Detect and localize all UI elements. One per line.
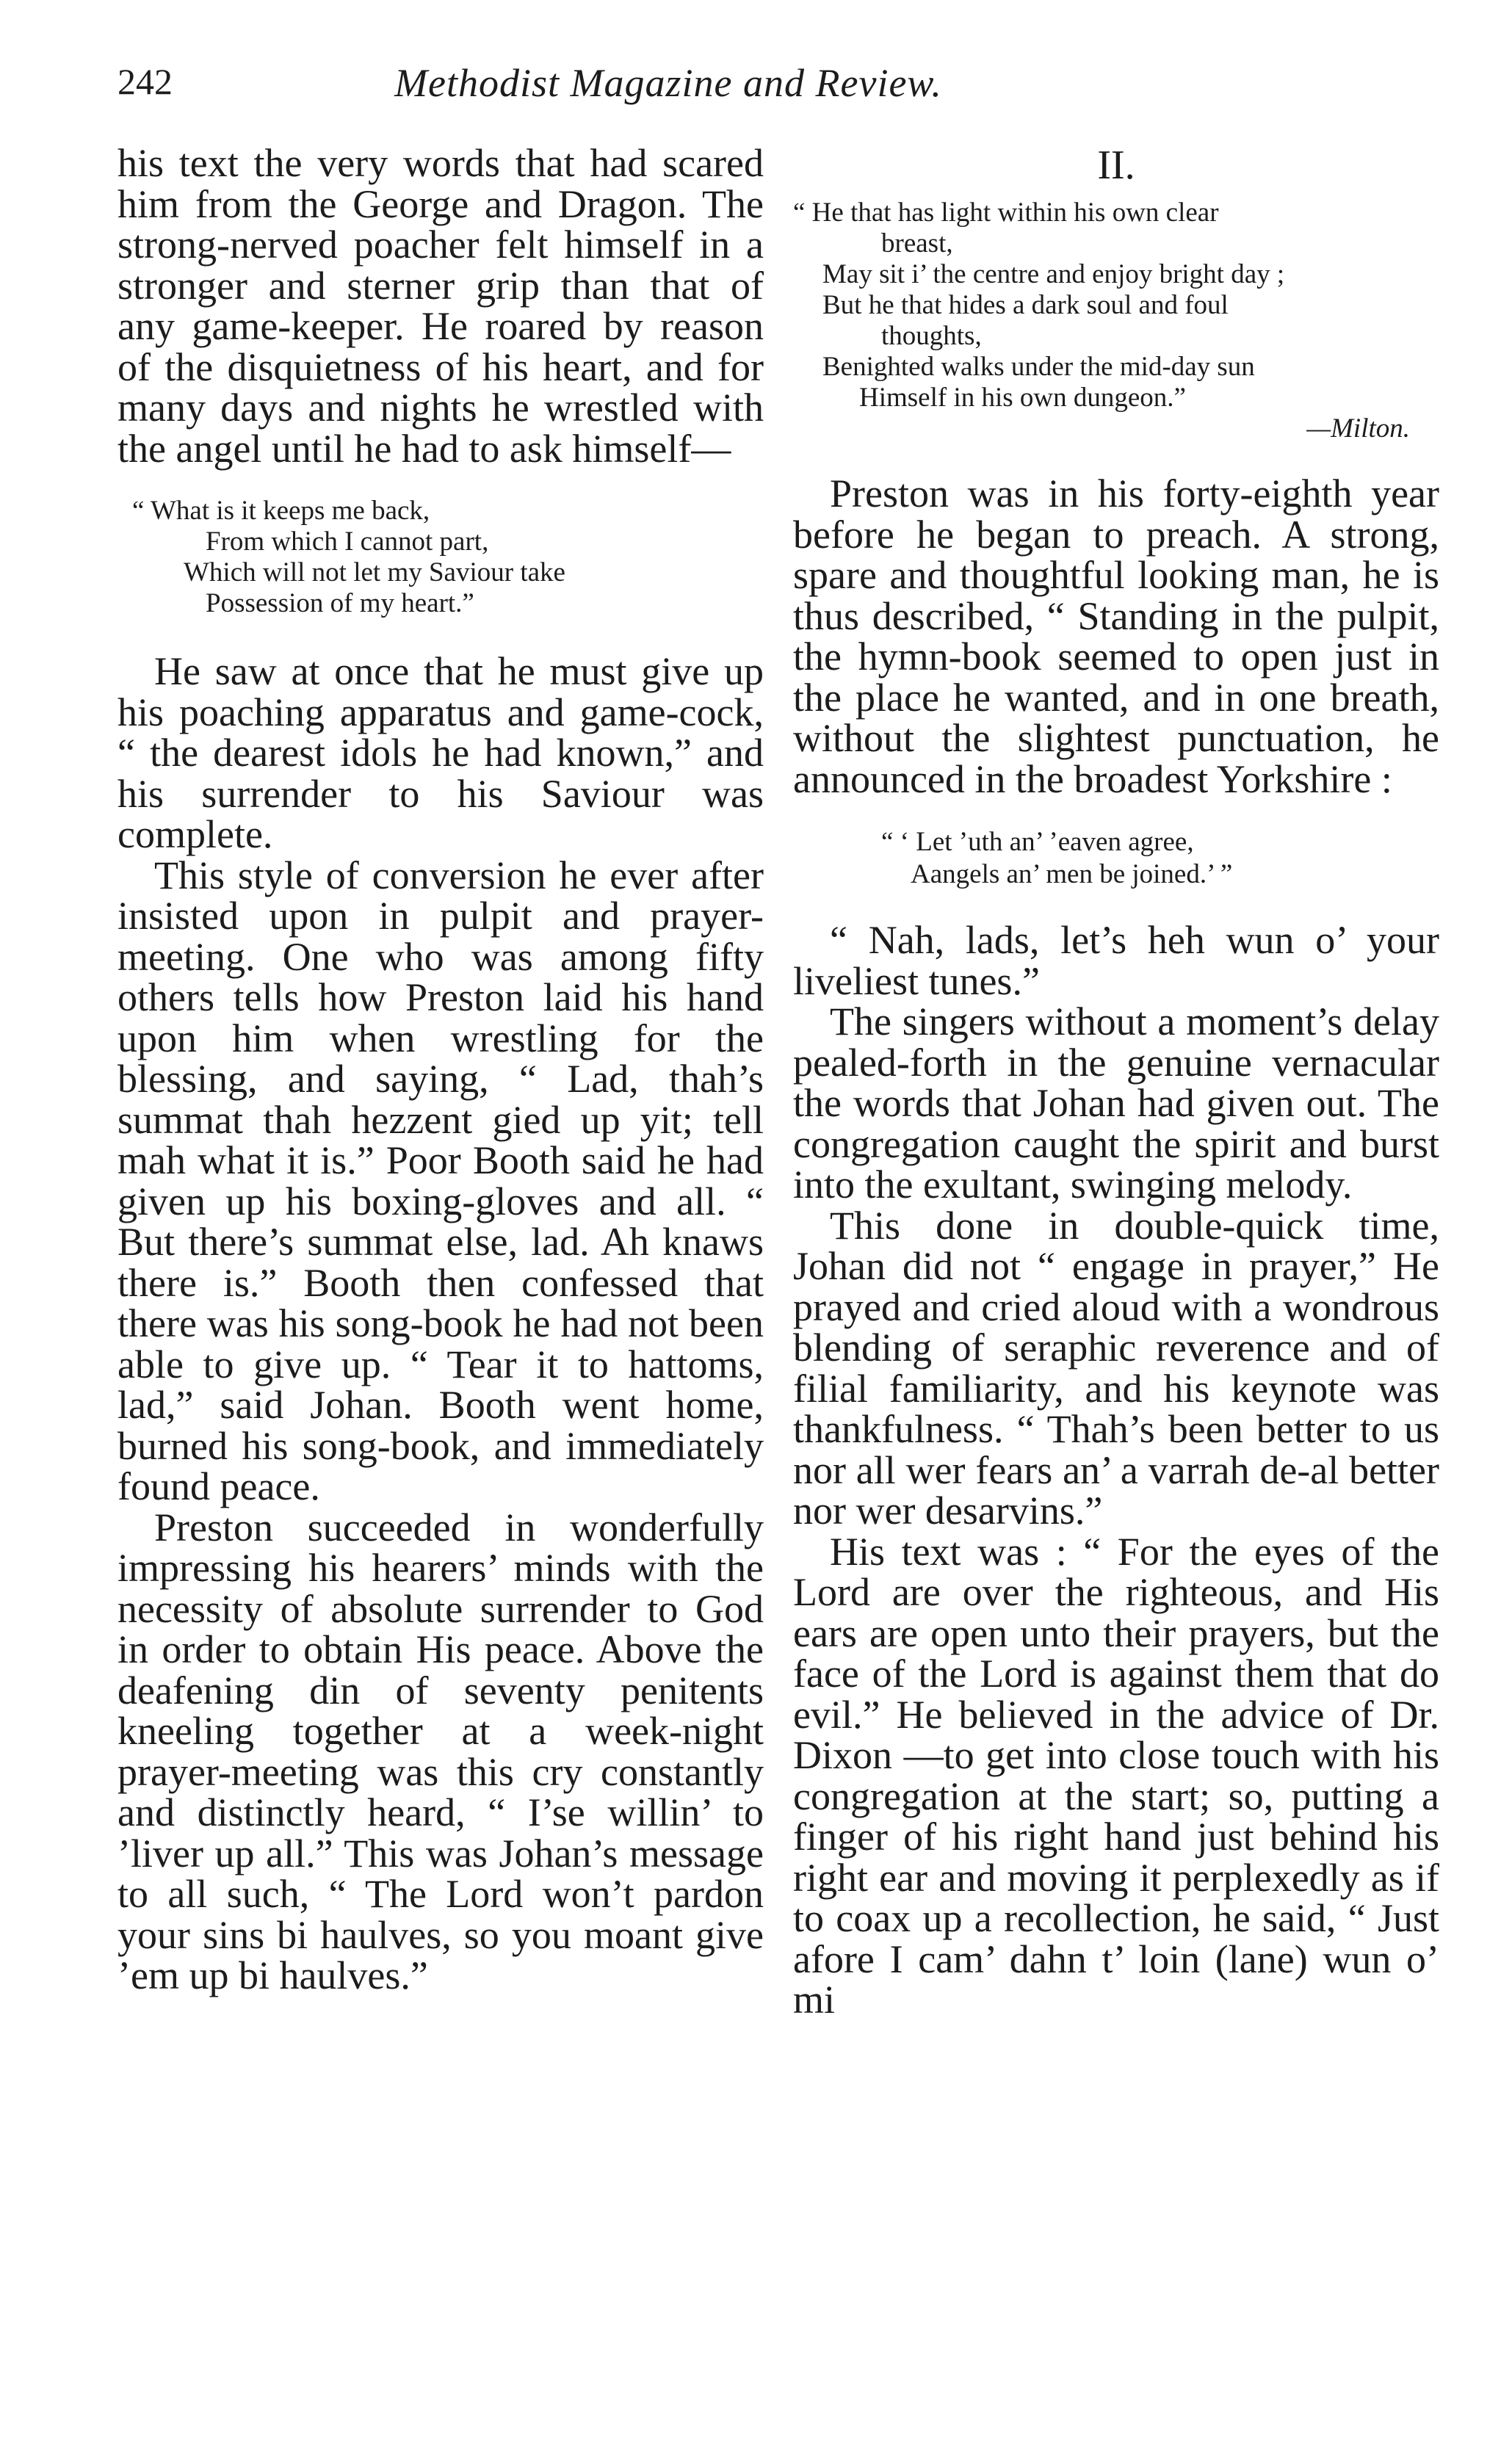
right-column (793, 143, 1439, 2021)
motto-line: May sit i’ the centre and enjoy bright day ; (822, 259, 1285, 289)
motto-line: Benighted walks under the mid-day sun (822, 352, 1255, 382)
right-paragraph-5: His text was : “ For the eyes of the Lord are over the righteous, and His ears are open unto their prayers, but the face of the Lord is against them that do evil.” He believed in the advice of Dr. Dixon —to get into close touch with his congregation at the start; so, putting a finger of his right hand just behind his right ear and moving it perplexedly as if to coax up a recollection, he said, “ Just afore I cam’ dahn t’ loin (lane) wun o’ mi (793, 1529, 1439, 2022)
left-poem (117, 496, 764, 619)
motto-line: breast, (881, 228, 953, 258)
page-header (117, 60, 1410, 112)
poem-line: Possession of my heart.” (206, 588, 474, 618)
running-title: Methodist Magazine and Review. (394, 61, 942, 105)
right-paragraph-4: This done in double-quick time, Johan did not “ engage in prayer,” He prayed and cried aloud with a wondrous blending of seraphic reverence and of filial familiarity, and his keynote was thankfulness. “ Thah’s been better to us nor all wer fears an’ a varrah de-al better nor wer desarvins.” (793, 1203, 1439, 1533)
left-paragraph-2: He saw at once that he must give up his poaching apparatus and game-cock, “ the dearest idols he had known,” and his surrender to his Saviour was complete. (117, 649, 764, 856)
right-paragraph-1: Preston was in his forty-eighth year before he began to preach. A strong, spare and thoughtful looking man, he is thus described, “ Standing in the pulpit, the hymn-book seemed to open just in the place he wanted, and in one breath, without the slightest punctuation, he announced in the broadest Yorkshire : (793, 471, 1439, 801)
left-column (117, 143, 764, 1997)
section-numeral: II. (1097, 142, 1135, 188)
motto-attribution: —Milton. (1306, 413, 1410, 444)
motto-line: “ He that has light within his own clear (793, 198, 1219, 228)
motto-epigraph (793, 198, 1439, 444)
poem-line: Aangels an’ men be joined.’ ” (911, 859, 1233, 889)
poem-line: “ What is it keeps me back, (132, 496, 430, 526)
left-paragraph-1: his text the very words that had scared him from the George and Dragon. The strong-nerved poacher felt himself in a stronger and sterner grip than that of any game-keeper. He roared by reason of the disquietness of his heart, and for many days and nights he wrestled with the angel until he had to ask himself— (117, 141, 764, 471)
right-poem (793, 826, 1439, 891)
left-paragraph-4: Preston succeeded in wonderfully impressing his hearers’ minds with the necessity of absolute surrender to God in order to obtain His peace. Above the deafening din of seventy penitents kneeling together at a week-night prayer-meeting was this cry constantly and distinctly heard, “ I’se willin’ to ’liver up all.” This was Johan’s message to all such, “ The Lord won’t pardon your sins bi haulves, so you moant give ’em up bi haulves.” (117, 1505, 764, 1997)
motto-line: Himself in his own dungeon.” (859, 383, 1186, 413)
poem-line: Which will not let my Saviour take (184, 557, 565, 587)
poem-line: “ ‘ Let ’uth an’ ’eaven agree, (881, 827, 1194, 857)
right-paragraph-2: “ Nah, lads, let’s heh wun o’ your liveliest tunes.” (793, 918, 1439, 1003)
motto-line: thoughts, (881, 321, 982, 351)
right-paragraph-3: The singers without a moment’s delay pealed-forth in the genuine vernacular the words that Johan had given out. The congregation caught the spirit and burst into the exultant, swinging melody. (793, 999, 1439, 1207)
poem-line: From which I cannot part, (206, 527, 489, 557)
motto-line: But he that hides a dark soul and foul (822, 290, 1229, 320)
page-number: 242 (117, 61, 173, 102)
left-paragraph-3: This style of conversion he ever after insisted upon in pulpit and prayer-meeting. One who was among fifty others tells how Preston laid his hand upon him when wrestling for the blessing, and saying, “ Lad, thah’s summat thah hezzent gied up yit; tell mah what it is.” Poor Booth said he had given up his boxing-gloves and all. “ But there’s summat else, lad. Ah knaws there is.” Booth then confessed that there was his song-book he had not been able to give up. “ Tear it to hattoms, lad,” said Johan. Booth went home, burned his song-book, and immediately found peace. (117, 853, 764, 1508)
